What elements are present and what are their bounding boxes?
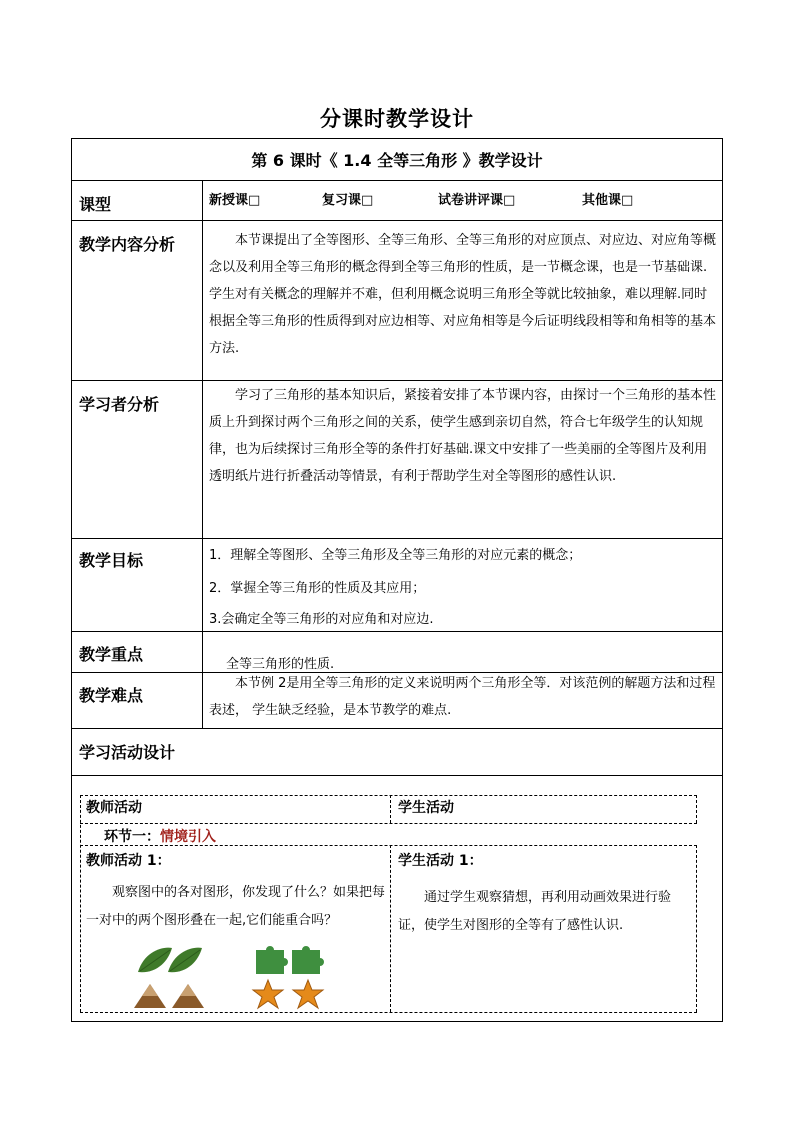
stage-name: 情境引入: [160, 829, 216, 845]
student-activity-header: 学生活动: [398, 800, 454, 816]
row-label-type: 课型: [79, 195, 112, 214]
learner-analysis-text: 学习了三角形的基本知识后，紧接着安排了本节课内容，由探讨一个三角形的基本性质上升到探讨两个三角形之间的关系，使学生感到亲切自然，符合七年级学生的认知规律，也为后续探讨三角形全等的条件打好基础.课文中安排了一些美丽的全等图片及利用透明纸片进行折叠活动等情景，有利于帮助学生对全等图形的感性认识.: [209, 388, 717, 484]
goal-item: 3.会确定全等三角形的对应角和对应边.: [209, 612, 434, 627]
goal-item: 1．理解全等图形、全等三角形及全等三角形的对应元素的概念；: [209, 548, 582, 563]
dashed-column: [696, 795, 697, 823]
puzzle-piece-icon: [292, 946, 324, 974]
dashed-column: [80, 795, 81, 1012]
teacher-activity-text: 观察图中的各对图形，你发现了什么？如果把每一对中的两个图形叠在一起,它们能重合吗？: [86, 885, 386, 928]
divider: [71, 538, 723, 539]
row-label-content-analysis: 教学内容分析: [79, 235, 176, 254]
row-label-activity-design: 学习活动设计: [79, 743, 176, 762]
row-label-key-points: 教学重点: [79, 645, 144, 664]
star-icon: [253, 980, 283, 1008]
column-divider: [202, 180, 203, 728]
option-review-lesson[interactable]: 复习课□: [322, 193, 374, 208]
option-other-lesson[interactable]: 其他课□: [582, 193, 634, 208]
triangle-icon: [172, 984, 204, 1008]
option-new-lesson[interactable]: 新授课□: [209, 193, 261, 208]
student-activity-text: 通过学生观察猜想，再利用动画效果进行验证，使学生对图形的全等有了感性认识.: [398, 890, 672, 933]
stage-heading: [104, 826, 216, 846]
congruent-figures-image: [132, 944, 332, 1014]
dashed-divider: [80, 795, 697, 796]
row-label-difficulties: 教学难点: [79, 686, 144, 705]
divider: [71, 728, 723, 729]
teacher-activity-label: 教师活动 1：: [86, 853, 171, 869]
dashed-column: [390, 795, 391, 823]
student-activity-label: 学生活动 1：: [398, 853, 483, 869]
divider: [71, 380, 723, 381]
star-icon: [293, 980, 323, 1008]
leaf-icon: [168, 948, 202, 973]
stage-prefix: 环节一：: [104, 829, 160, 845]
row-label-goals: 教学目标: [79, 551, 144, 570]
teacher-activity-header: 教师活动: [86, 800, 142, 816]
divider: [71, 220, 723, 221]
puzzle-piece-icon: [256, 946, 288, 974]
triangle-icon: [134, 984, 166, 1008]
difficulties-text: 本节例 2是用全等三角形的定义来说明两个三角形全等．对该范例的解题方法和过程表述， 学生缺乏经验，是本节教学的难点.: [209, 676, 716, 718]
dashed-column: [390, 845, 391, 1012]
content-analysis-text: 本节课提出了全等图形、全等三角形、全等三角形的对应顶点、对应边、对应角等概念以及利用全等三角形的概念得到全等三角形的性质，是一节概念课，也是一节基础课.学生对有关概念的理解并不难，但利用概念说明三角形全等就比较抽象，难以理解.同时根据全等三角形的性质得到对应边相等、对应角相等是今后证明线段相等和角相等的基本方法.: [209, 233, 717, 356]
divider: [71, 180, 723, 181]
divider: [71, 775, 723, 776]
row-label-learner-analysis: 学习者分析: [79, 395, 160, 414]
page-title: 分课时教学设计: [320, 107, 474, 131]
dashed-divider: [80, 823, 697, 824]
key-points-text: 全等三角形的性质.: [226, 657, 335, 672]
leaf-icon: [138, 948, 172, 973]
option-exam-review[interactable]: 试卷讲评课□: [438, 193, 516, 208]
goal-item: 2．掌握全等三角形的性质及其应用；: [209, 581, 426, 596]
dashed-column: [696, 845, 697, 1012]
lesson-title: 第 6 课时《 1.4 全等三角形 》教学设计: [251, 151, 543, 170]
divider: [71, 631, 723, 632]
